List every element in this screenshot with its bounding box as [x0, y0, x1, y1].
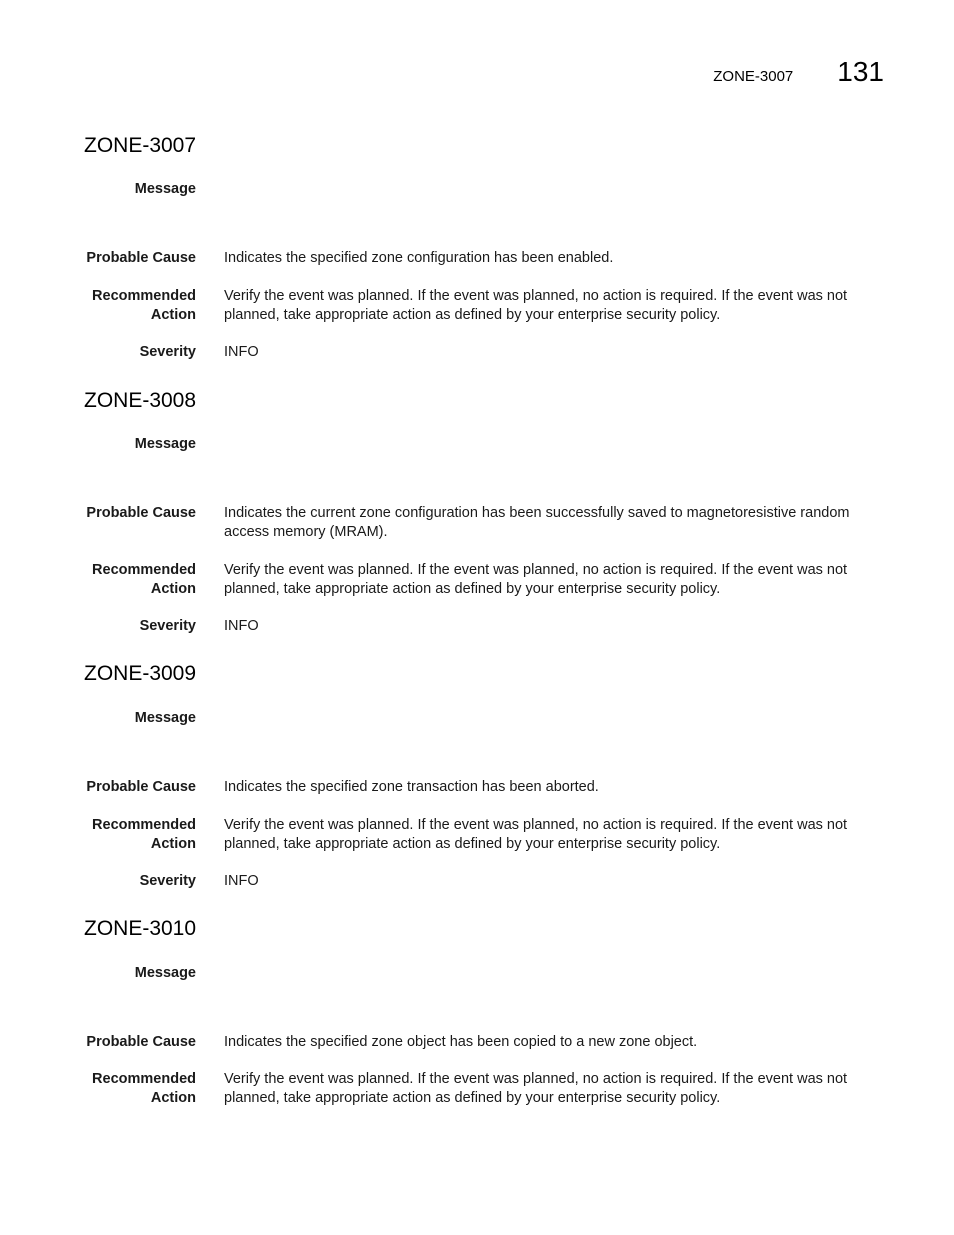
- severity-label: Severity: [139, 873, 196, 889]
- probable-cause-text: Indicates the current zone configuration has been successfully saved to magnetoresistive random access memory (MRAM).: [224, 505, 850, 540]
- severity-label: Severity: [139, 618, 196, 634]
- running-head: [713, 56, 884, 88]
- recommended-action-label-line2: Action: [150, 581, 196, 597]
- recommended-action-label-line1: Recommended: [92, 562, 196, 578]
- message-label: Message: [134, 436, 196, 452]
- probable-cause-label: Probable Cause: [86, 1034, 196, 1050]
- probable-cause-text: Indicates the specified zone object has been copied to a new zone object.: [224, 1034, 698, 1050]
- recommended-action-label: [56, 816, 196, 854]
- probable-cause-text: Indicates the specified zone transaction has been aborted.: [224, 779, 599, 795]
- recommended-action-label-line1: Recommended: [92, 817, 196, 833]
- recommended-action-label-line2: Action: [150, 836, 196, 852]
- severity-label: Severity: [139, 344, 196, 360]
- probable-cause-label: Probable Cause: [86, 250, 196, 266]
- message-label: Message: [134, 965, 196, 981]
- severity-value: INFO: [224, 873, 259, 889]
- running-head-title: ZONE-3007: [713, 68, 794, 85]
- recommended-action-label: [56, 561, 196, 599]
- message-label: Message: [134, 710, 196, 726]
- recommended-action-text: Verify the event was planned. If the event was planned, no action is required. If the event was not planned, take appropriate action as defined by your enterprise security policy.: [224, 562, 848, 597]
- severity-value: INFO: [224, 618, 259, 634]
- recommended-action-label: [56, 1070, 196, 1108]
- recommended-action-text: Verify the event was planned. If the event was planned, no action is required. If the event was not planned, take appropriate action as defined by your enterprise security policy.: [224, 817, 848, 852]
- severity-value: INFO: [224, 344, 259, 360]
- section-title: ZONE-3007: [84, 134, 197, 157]
- recommended-action-text: Verify the event was planned. If the event was planned, no action is required. If the event was not planned, take appropriate action as defined by your enterprise security policy.: [224, 288, 848, 323]
- section-title: ZONE-3010: [84, 917, 197, 940]
- chapter-number: 131: [837, 56, 884, 87]
- probable-cause-label: Probable Cause: [86, 779, 196, 795]
- probable-cause-label: Probable Cause: [86, 505, 196, 521]
- recommended-action-label-line1: Recommended: [92, 1071, 196, 1087]
- recommended-action-text: Verify the event was planned. If the event was planned, no action is required. If the event was not planned, take appropriate action as defined by your enterprise security policy.: [224, 1071, 848, 1106]
- recommended-action-label: [56, 287, 196, 325]
- recommended-action-label-line1: Recommended: [92, 288, 196, 304]
- message-label: Message: [134, 181, 196, 197]
- recommended-action-label-line2: Action: [150, 307, 196, 323]
- recommended-action-label-line2: Action: [150, 1090, 196, 1106]
- section-title: ZONE-3008: [84, 389, 197, 412]
- probable-cause-text: Indicates the specified zone configuration has been enabled.: [224, 250, 614, 266]
- section-title: ZONE-3009: [84, 662, 197, 685]
